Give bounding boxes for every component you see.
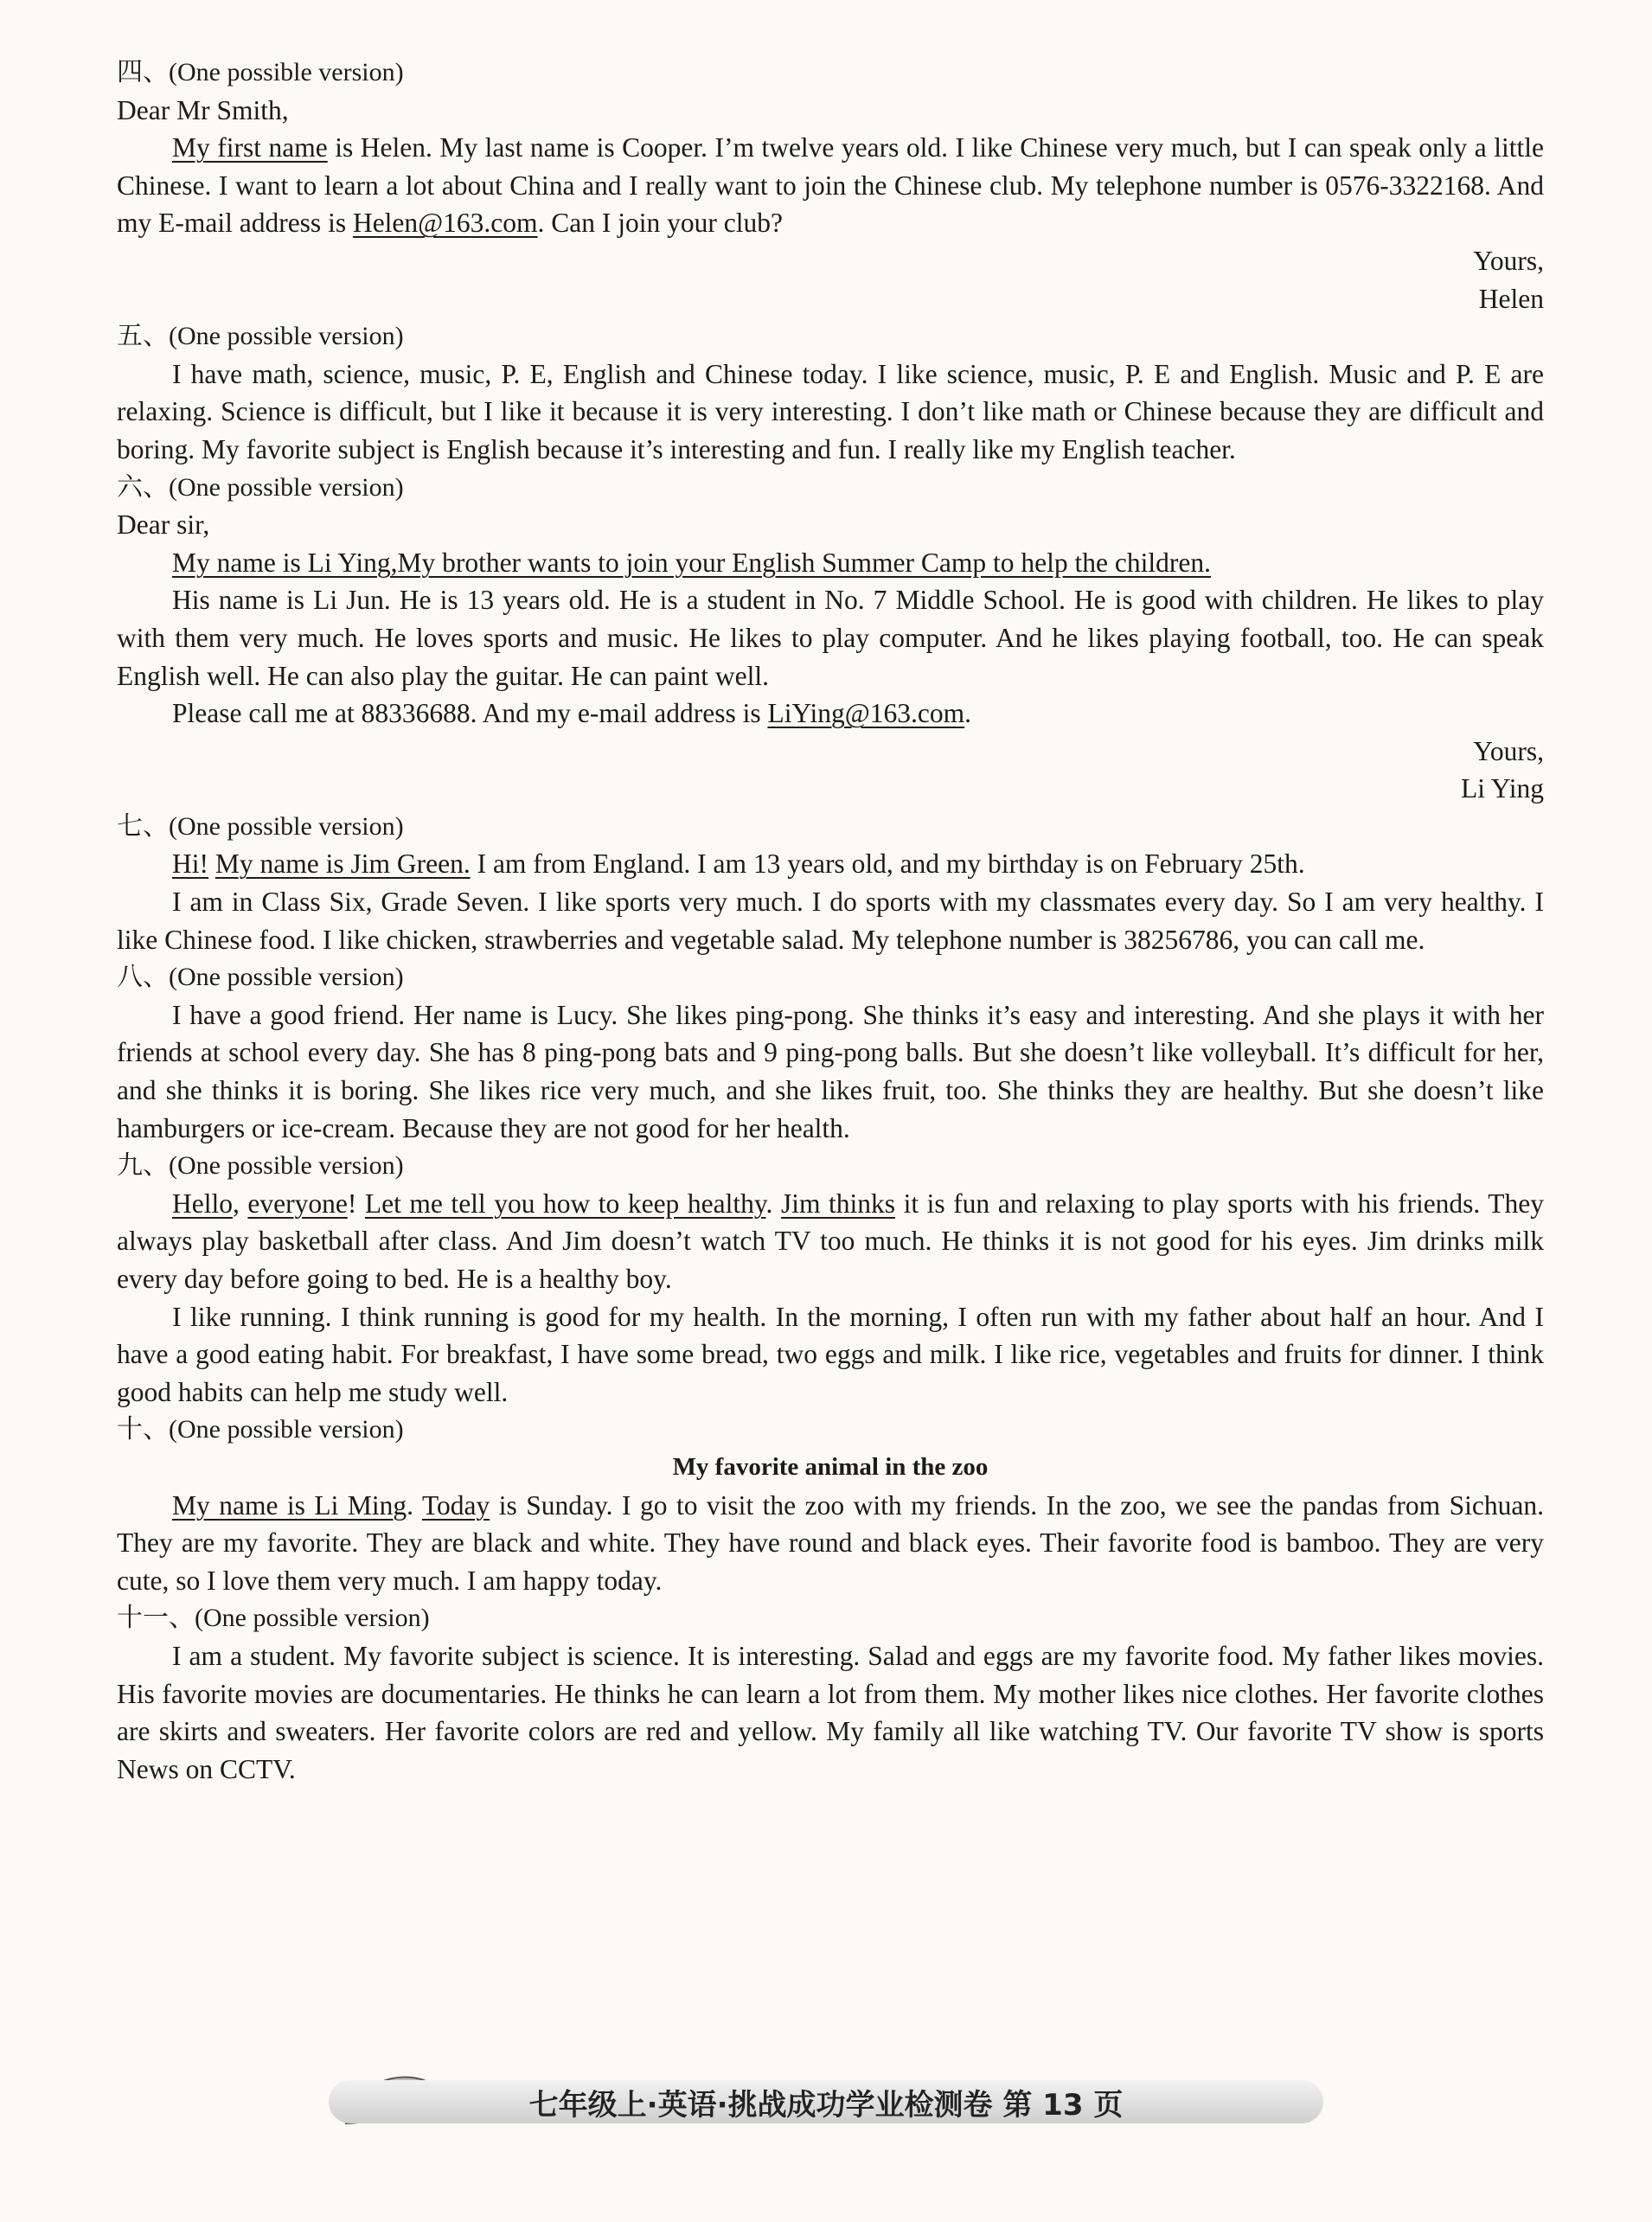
section-8-heading: 八、(One possible version) [117, 963, 404, 992]
body-text: Please call me at 88336688. And my e-mail address is [172, 698, 768, 729]
section-5-body: I have math, science, music, P. E, English and Chinese today. I like science, music, P. E and English. Music and P. E are relaxing. Science is difficult, but I like it because it is very interesting. I don’t like math or Chinese because they are difficult and boring. My favorite subject is English because it’s interesting and fun. I really like my English teacher. [117, 358, 1544, 464]
underline-phrase: My name is Li Ying,My brother wants to join your English Summer Camp to help the children. [172, 547, 1211, 578]
body-text: . [407, 1489, 422, 1521]
email-underlined: LiYing@163.com [767, 698, 965, 729]
section-6-contact [117, 695, 1544, 733]
section-4-body [117, 129, 1544, 242]
body-text: , [232, 1188, 248, 1219]
section-9-body-2: I like running. I think running is good for my health. In the morning, I often run with my father about half an hour. And I have a good eating habit. For breakfast, I have some bread, two eggs and milk. I like rice, vegetables and fruits for dinner. I think good habits can help me study well. [117, 1301, 1544, 1407]
section-6-body: His name is Li Jun. He is 13 years old. He is a student in No. 7 Middle School. He is good with children. He likes to play with them very much. He loves sports and music. He likes to play computer. And he likes playing football, too. He can speak English well. He can also play the guitar. He can paint well. [117, 585, 1544, 691]
section-4-heading: 四、(One possible version) [117, 58, 404, 86]
section-9-body [117, 1185, 1544, 1298]
underline-phrase: Let me tell you how to keep healthy [364, 1188, 766, 1219]
body-text: I am from England. I am 13 years old, and my birthday is on February 25th. [470, 848, 1305, 880]
email-underlined: Helen@163.com [352, 208, 538, 239]
section-11-heading: 十一、(One possible version) [117, 1604, 430, 1633]
section-10-heading: 十、(One possible version) [117, 1415, 404, 1444]
section-10-body [117, 1487, 1544, 1600]
underline-phrase: Jim thinks [780, 1188, 896, 1219]
body-text: it is fun and relaxing to play sports with his friends. They always play basketball after class. And Jim doesn’t watch TV too much. He thinks it is not good for his eyes. Jim drinks milk every day before going to bed. He is a healthy boy. [117, 1188, 1545, 1294]
section-6-closing: Yours, [1473, 735, 1544, 766]
section-6-heading: 六、(One possible version) [117, 472, 404, 502]
section-9-heading: 九、(One possible version) [117, 1151, 404, 1181]
underline-phrase: Hello [172, 1188, 233, 1219]
underline-phrase: Today [421, 1489, 490, 1521]
section-11-body: I am a student. My favorite subject is science. It is interesting. Salad and eggs are my favorite food. My father likes movies. His favorite movies are documentaries. He thinks he can learn a lot from them. My mother likes nice clothes. Her favorite clothes are skirts and sweaters. Her favorite colors are red and yellow. My family all like watching TV. Our favorite TV show is sports News on CCTV. [117, 1640, 1544, 1784]
section-6-salutation: Dear sir, [117, 509, 210, 541]
section-7-body-2: I am in Class Six, Grade Seven. I like sports very much. I do sports with my classmates every day. So I am very healthy. I like Chinese food. I like chicken, strawberries and vegetable salad. My telephone number is 38256786, you can call me. [117, 887, 1544, 955]
answer-page [117, 54, 1544, 1788]
section-4-signature: Helen [1478, 283, 1544, 314]
section-7-heading: 七、(One possible version) [117, 811, 404, 841]
section-4-closing: Yours, [1473, 245, 1544, 276]
body-text: is Sunday. I go to visit the zoo with my friends. In the zoo, we see the pandas from Sichuan. They are my favorite. They are black and white. They have round and black eyes. Their favorite food is bamboo. They are very cute, so I love them very much. I am happy today. [117, 1489, 1545, 1596]
underline-phrase: My first name [172, 132, 328, 163]
section-7-body [117, 845, 1544, 883]
body-text: . Can I join your club? [537, 208, 783, 239]
section-8-body: I have a good friend. Her name is Lucy. She likes ping-pong. She thinks it’s easy and interesting. And she plays it with her friends at school every day. She has 8 ping-pong bats and 9 ping-pong balls. But she doesn’t like volleyball. It’s difficult for her, and she thinks it is boring. She likes rice very much, and she likes fruit, too. She thinks they are healthy. But she doesn’t like hamburgers or ice-cream. Because they are not good for her health. [117, 999, 1544, 1143]
underline-phrase: My name is Jim Green. [215, 848, 471, 880]
body-text: ! [347, 1188, 365, 1219]
body-text: . [964, 698, 971, 729]
section-5-heading: 五、(One possible version) [117, 322, 404, 351]
underline-phrase: everyone [247, 1188, 348, 1219]
page-footer [329, 2080, 1323, 2123]
body-text: . [765, 1188, 781, 1219]
section-6-intro [117, 544, 1544, 582]
body-text: is Helen. My last name is Cooper. I’m twelve years old. I like Chinese very much, but I can speak only a little Chinese. I want to learn a lot about China and I really want to join the Chinese club. My telephone number is 0576-3322168. And my E-mail address is [117, 132, 1544, 239]
section-6-signature: Li Ying [1461, 773, 1544, 804]
underline-phrase: My name is Li Ming [172, 1489, 407, 1521]
footer-text: 七年级上·英语·挑战成功学业检测卷 第 13 页 [528, 2087, 1124, 2123]
essay-title: My favorite animal in the zoo [672, 1452, 989, 1481]
underline-phrase: Hi! [172, 848, 208, 880]
section-4-salutation: Dear Mr Smith, [117, 94, 289, 125]
